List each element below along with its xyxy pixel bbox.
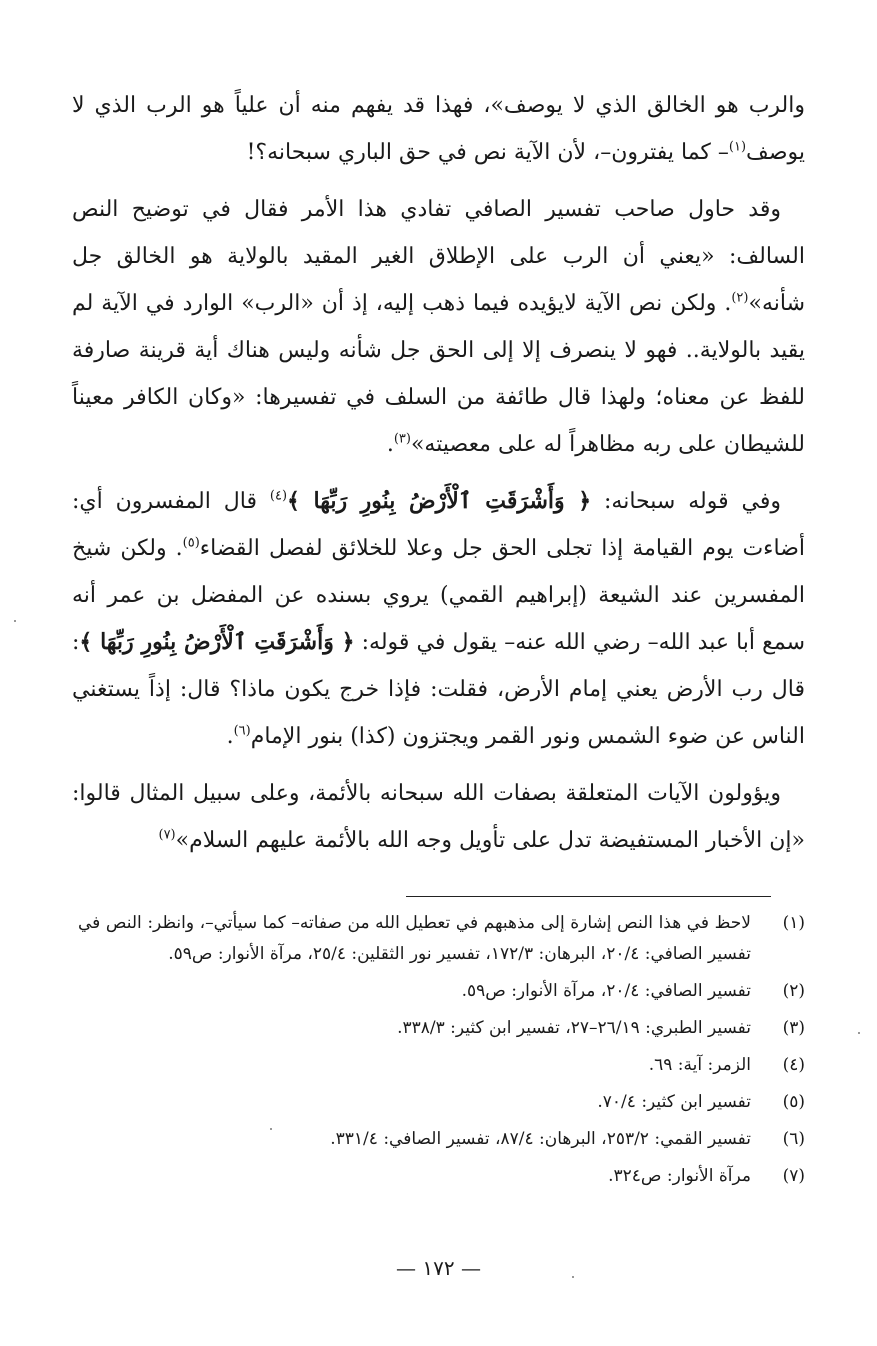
footnote-number: (٥)	[782, 1092, 805, 1112]
footnote-2	[78, 976, 805, 1007]
footnote-number: (٦)	[782, 1129, 805, 1149]
footnote-ref[interactable]: (٤)	[269, 488, 288, 504]
quran-verse: ﴿ وَأَشْرَقَتِ ٱلْأَرْضُ بِنُورِ رَبِّهَا ﴾	[287, 488, 592, 514]
footnote-3	[78, 1013, 805, 1044]
paragraph-text: قال المفسرون أي: أضاءت يوم القيامة إذا تجلى الحق جل وعلا للخلائق لفصل القضاء	[72, 489, 805, 561]
footnote-1	[78, 908, 805, 970]
footnote-7	[78, 1161, 805, 1192]
paragraph-text: وفي قوله سبحانه:	[591, 489, 781, 514]
footnote-text: تفسير الطبري: ٢٦/١٩–٢٧، تفسير ابن كثير: ٣٣٨/٣.	[397, 1018, 751, 1038]
paragraph-text: .	[226, 724, 234, 749]
footnote-ref[interactable]: (٣)	[393, 431, 411, 447]
footnote-ref[interactable]: (١)	[728, 139, 747, 155]
main-text	[72, 82, 805, 874]
scan-speck	[270, 1128, 272, 1130]
paragraph-text: وقد حاول صاحب تفسير الصافي تفادي هذا الأمر فقال في توضيح النص السالف: «يعني أن الرب على الإطلاق الغير المقيد بالولاية هو الخالق جل شأنه»	[72, 197, 805, 316]
footnote-ref[interactable]: (٧)	[158, 827, 176, 843]
footnote-text: تفسير الصافي: ٢٠/٤، مرآة الأنوار: ص٥٩.	[461, 981, 751, 1001]
footnote-number: (٢)	[782, 981, 805, 1001]
footnote-separator	[406, 896, 771, 897]
footnote-6	[78, 1124, 805, 1155]
footnote-ref[interactable]: (٦)	[233, 723, 251, 739]
footnote-number: (٣)	[782, 1018, 805, 1038]
paragraph-text: – كما يفترون–، لأن الآية نص في حق الباري سبحانه؟!	[246, 140, 729, 165]
paragraph-text: .	[386, 432, 394, 457]
footnote-number: (٤)	[782, 1055, 805, 1075]
footnotes	[78, 908, 805, 1198]
paragraph-text: . ولكن شيخ المفسرين عند الشيعة (إبراهيم القمي) يروي بسنده عن المفضل بن عمر أنه سمع أبا عبد الله– رضي الله عنه– يقول في قوله:	[72, 536, 805, 655]
footnote-text: الزمر: آية: ٦٩.	[648, 1055, 751, 1075]
paragraph-3	[72, 478, 805, 760]
scan-speck	[858, 1032, 860, 1034]
footnote-ref[interactable]: (٥)	[182, 535, 200, 551]
footnote-text: تفسير ابن كثير: ٧٠/٤.	[597, 1092, 751, 1112]
footnote-number: (٧)	[782, 1166, 805, 1186]
page-number: — ١٧٢ —	[396, 1256, 481, 1280]
footnote-text: تفسير القمي: ٢٥٣/٢، البرهان: ٨٧/٤، تفسير الصافي: ٣٣١/٤.	[330, 1129, 751, 1149]
scan-speck	[14, 620, 16, 622]
footnote-number: (١)	[782, 913, 805, 933]
footnote-text: مرآة الأنوار: ص٣٢٤.	[608, 1166, 751, 1186]
paragraph-text: والرب هو الخالق الذي لا يوصف»، فهذا قد يفهم منه أن علياً هو الرب الذي لا يوصف	[72, 93, 805, 165]
paragraph-text: : قال رب الأرض يعني إمام الأرض، فقلت: فإذا خرج يكون ماذا؟ قال: إذاً يستغني الناس عن ضوء الشمس ونور القمر ويجتزون (كذا) بنور الإمام	[72, 630, 805, 749]
paragraph-4	[72, 770, 805, 864]
footnote-ref[interactable]: (٢)	[731, 290, 749, 306]
scan-speck	[572, 1276, 574, 1278]
paragraph-text: ويؤولون الآيات المتعلقة بصفات الله سبحانه بالأئمة، وعلى سبيل المثال قالوا: «إن الأخبار المستفيضة تدل على تأويل وجه الله بالأئمة عليهم السلام»	[72, 781, 805, 853]
footnote-text: لاحظ في هذا النص إشارة إلى مذهبهم في تعطيل الله من صفاته– كما سيأتي–، وانظر: النص في تفسير الصافي: ٢٠/٤، البرهان: ١٧٢/٣، تفسير نور الثقلين: ٢٥/٤، مرآة الأنوار: ص٥٩.	[78, 913, 751, 964]
footnote-5	[78, 1087, 805, 1118]
quran-verse: ﴿ وَأَشْرَقَتِ ٱلْأَرْضُ بِنُورِ رَبِّهَا ﴾	[79, 629, 355, 655]
paragraph-2	[72, 186, 805, 468]
paragraph-1	[72, 82, 805, 176]
footnote-4	[78, 1050, 805, 1081]
paragraph-text: . ولكن نص الآية لايؤيده فيما ذهب إليه، إذ أن «الرب» الوارد في الآية لم يقيد بالولاية.. فهو لا ينصرف إلا إلى الحق جل شأنه وليس هناك أية قرينة صارفة للفظ عن معناه؛ ولهذا قال طائفة من السلف في تفسيرها: «وكان الكافر معيناً للشيطان على ربه مظاهراً له على معصيته»	[72, 291, 805, 457]
